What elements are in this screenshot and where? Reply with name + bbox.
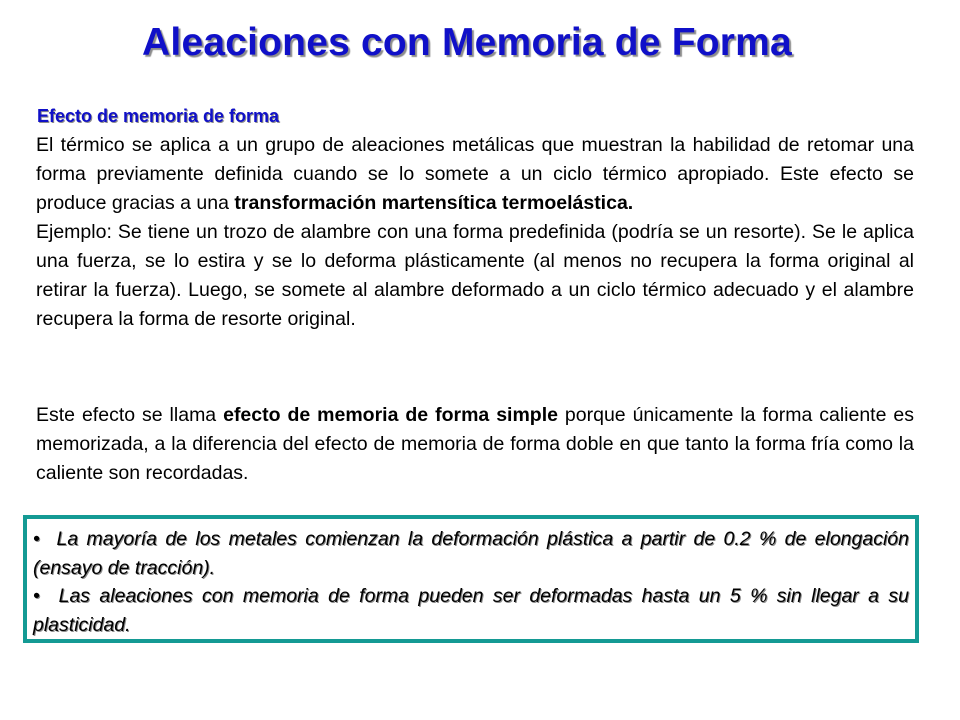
slide-title: Aleaciones con Memoria de Forma <box>142 21 792 64</box>
paragraph-intro-text: El térmico se aplica a un grupo de aleaciones metálicas que muestran la habilidad de retomar una forma previamente definida cuando se lo somete a un ciclo térmico apropiado. Este efecto se produce gracias a una <box>36 134 914 214</box>
paragraph2-after-text: porque únicamente la forma caliente es memorizada, a la diferencia del efecto de memoria de forma doble en que tanto la forma fría como la caliente son recordadas. <box>36 404 914 484</box>
note-item <box>33 525 909 582</box>
note-item <box>33 582 909 639</box>
paragraph-example-text: Ejemplo: Se tiene un trozo de alambre con una forma predefinida (podría se un resorte). Se le aplica una fuerza, se lo estira y se lo deforma plásticamente (al menos no recupera la forma original al retirar la fuerza). Luego, se somete al alambre deformado a un ciclo térmico adecuado y el alambre recupera la forma de resorte original. <box>36 221 914 330</box>
paragraph2-bold-term: efecto de memoria de forma simple <box>223 404 558 426</box>
note-item-text: Las aleaciones con memoria de forma pueden ser deformadas hasta un 5 % sin llegar a su plasticidad. <box>33 585 910 636</box>
bullet-icon: • <box>33 585 40 607</box>
note-item-text: La mayoría de los metales comienzan la deformación plástica a partir de 0.2 % de elongación (ensayo de tracción). <box>33 528 909 579</box>
notes-box <box>23 515 919 643</box>
paragraph-bold-term: transformación martensítica termoelástica. <box>234 192 634 214</box>
section-heading: Efecto de memoria de forma <box>37 106 280 126</box>
paragraph-simple-effect <box>36 401 914 488</box>
paragraph2-before-text: Este efecto se llama <box>36 404 224 426</box>
notes-list <box>27 519 915 639</box>
bullet-icon: • <box>33 528 40 550</box>
paragraph-definition <box>36 131 914 334</box>
